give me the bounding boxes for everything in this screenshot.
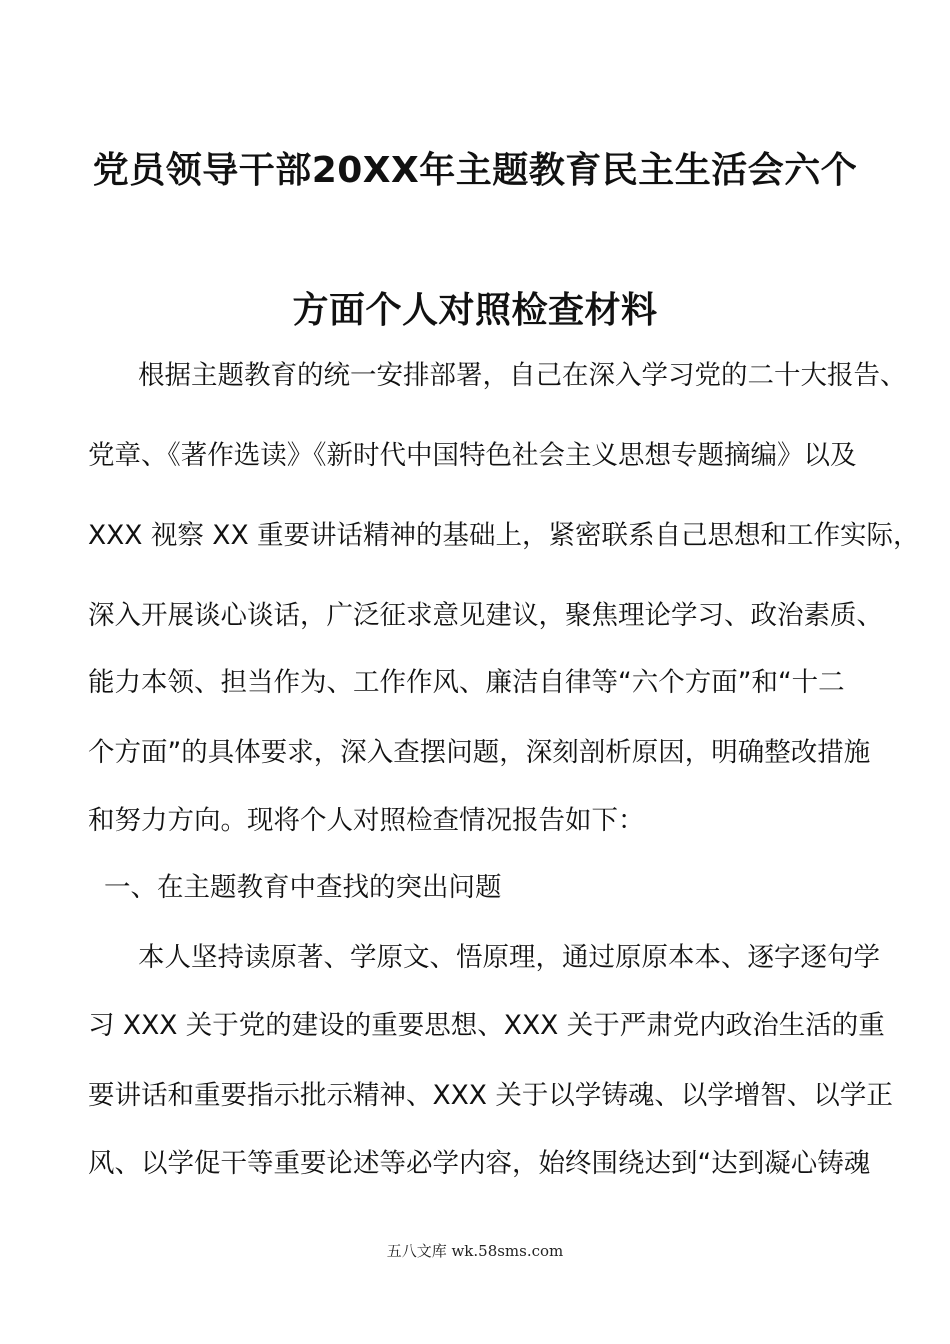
paragraph-line: 能力本领、担当作为、工作作风、廉洁自律等“六个方面”和“十二: [88, 667, 845, 698]
paragraph-line: 风、以学促干等重要论述等必学内容，始终围绕达到“达到凝心铸魂: [88, 1148, 871, 1179]
paragraph-line: 党章、《著作选读》《新时代中国特色社会主义思想专题摘编》以及: [88, 440, 857, 471]
footer-watermark: 五八文库 wk.58sms.com: [386, 1242, 564, 1260]
paragraph-line: 深入开展谈心谈话，广泛征求意见建议，聚焦理论学习、政治素质、: [88, 600, 883, 631]
paragraph-line: 根据主题教育的统一安排部署，自己在深入学习党的二十大报告、: [138, 360, 907, 391]
paragraph-line: 和努力方向。现将个人对照检查情况报告如下：: [88, 805, 645, 836]
paragraph-line: XXX 视察 XX 重要讲话精神的基础上，紧密联系自己思想和工作实际，: [88, 520, 920, 551]
paragraph-line: 个方面”的具体要求，深入查摆问题，深刻剖析原因，明确整改措施: [88, 737, 871, 768]
document-title-line-1: 党员领导干部20XX年主题教育民主生活会六个: [92, 150, 858, 191]
paragraph-line: 要讲话和重要指示批示精神、XXX 关于以学铸魂、以学增智、以学正: [88, 1080, 893, 1111]
document-title-line-2: 方面个人对照检查材料: [292, 290, 658, 331]
paragraph-line: 本人坚持读原著、学原文、悟原理，通过原原本本、逐字逐句学: [138, 942, 880, 973]
paragraph-line: 习 XXX 关于党的建设的重要思想、XXX 关于严肃党内政治生活的重: [88, 1010, 885, 1041]
section-heading: 一、在主题教育中查找的突出问题: [104, 872, 502, 903]
